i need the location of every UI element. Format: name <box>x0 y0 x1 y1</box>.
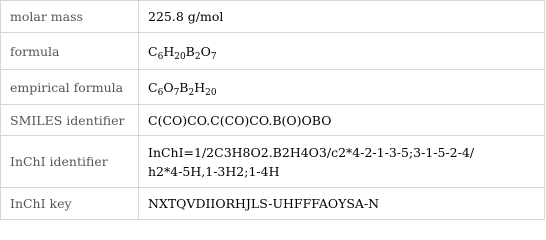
formula-subscript: 20 <box>174 51 186 62</box>
formula-subscript: 6 <box>157 51 164 62</box>
formula-element: B <box>185 43 195 59</box>
row-label: formula <box>1 33 139 70</box>
table-row <box>1 105 545 136</box>
formula-element: H <box>194 79 206 95</box>
inchi-line: InChI=1/2C3H8O2.B2H4O3/c2*4-2-1-3-5;3-1-5-2-4/ <box>148 144 475 160</box>
empirical-formula-value <box>139 70 545 105</box>
row-label: InChI key <box>1 188 139 220</box>
table-row <box>1 33 545 70</box>
table-row <box>1 136 545 188</box>
formula-element: C <box>148 79 158 95</box>
formula-subscript: 7 <box>210 51 217 62</box>
inchi-value <box>139 136 545 188</box>
formula-subscript: 6 <box>157 87 164 98</box>
row-label: InChI identifier <box>1 136 139 188</box>
formula-element: C <box>148 43 158 59</box>
formula-subscript: 2 <box>188 87 195 98</box>
formula-subscript: 2 <box>194 51 201 62</box>
formula-subscript: 7 <box>173 87 180 98</box>
row-value: NXTQVDIIORHJLS-UHFFFAOYSA-N <box>139 188 545 220</box>
row-value: 225.8 g/mol <box>139 1 545 33</box>
table-row <box>1 70 545 105</box>
row-label: SMILES identifier <box>1 105 139 136</box>
table-row <box>1 1 545 33</box>
formula-value <box>139 33 545 70</box>
row-label: molar mass <box>1 1 139 33</box>
formula-element: O <box>200 43 211 59</box>
formula-element: O <box>163 79 174 95</box>
table-row <box>1 188 545 220</box>
row-value: C(CO)CO.C(CO)CO.B(O)OBO <box>139 105 545 136</box>
formula-element: B <box>179 79 189 95</box>
formula-element: H <box>163 43 175 59</box>
formula-subscript: 20 <box>205 87 217 98</box>
inchi-line: h2*4-5H,1-3H2;1-4H <box>148 163 280 179</box>
row-label: empirical formula <box>1 70 139 105</box>
